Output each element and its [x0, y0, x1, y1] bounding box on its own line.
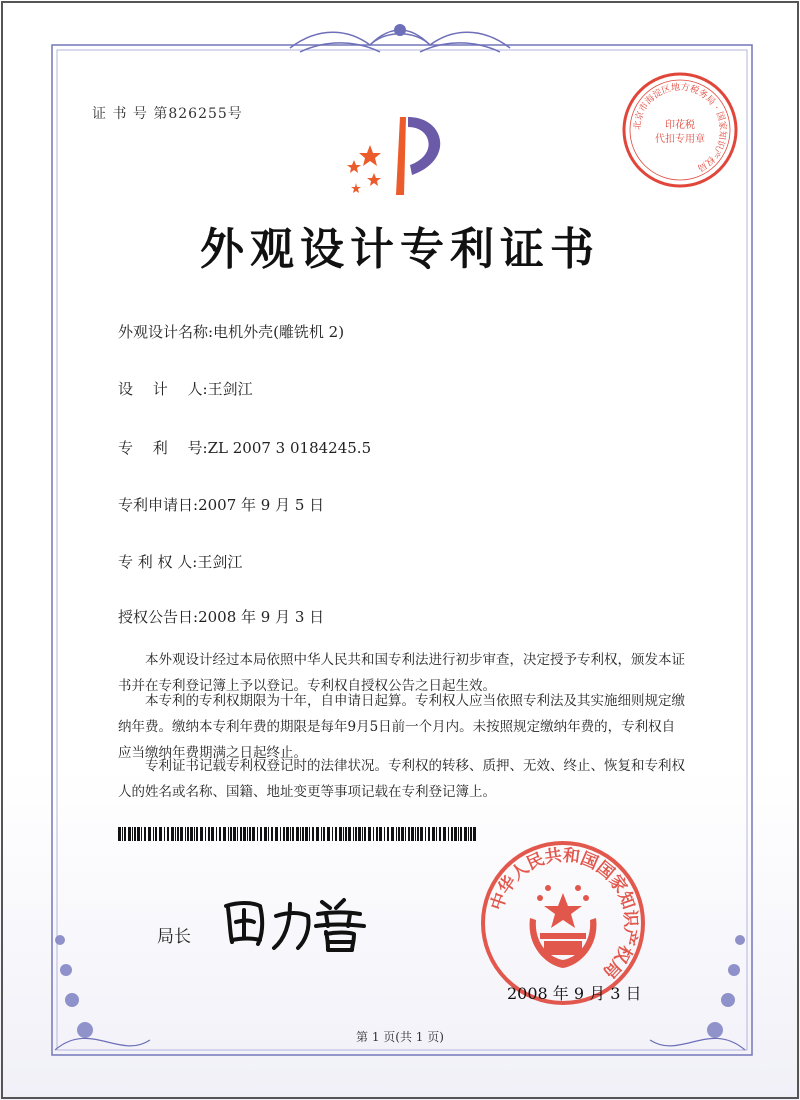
svg-text:印花税: 印花税: [665, 120, 695, 131]
design-name-field: [118, 321, 344, 342]
svg-text:代扣专用章: 代扣专用章: [655, 134, 705, 145]
field-value: 2008 年 9 月 3 日: [198, 608, 325, 626]
page-title: 外观设计专利证书: [200, 224, 600, 275]
patent-office-logo-icon: [340, 105, 470, 205]
page-number: 第 1 页(共 1 页): [356, 1030, 444, 1044]
field-label: 设 计 人:: [118, 380, 208, 398]
patent-number-field: [118, 437, 371, 458]
signature: [218, 892, 368, 954]
field-label: 外观设计名称:: [118, 323, 214, 341]
issue-date: 2008 年 9 月 3 日: [507, 984, 642, 1003]
field-label: 专 利 号:: [118, 439, 208, 457]
field-value: 2007 年 9 月 5 日: [198, 496, 325, 514]
field-value: 王剑江: [197, 553, 243, 571]
designer-field: [118, 378, 253, 399]
svg-text:北京市海淀区地方税务局 · 国家知识产权局: 北京市海淀区地方税务局 · 国家知识产权局: [632, 82, 728, 173]
body-paragraph: 本外观设计经过本局依照中华人民共和国专利法进行初步审查，决定授予专利权，颁发本证书并在专利登记簿上予以登记。专利权自授权公告之日起生效。: [118, 652, 685, 694]
field-value: 王剑江: [207, 380, 253, 398]
patentee-field: [118, 551, 242, 572]
signatory-title: 局长: [157, 927, 191, 947]
field-label: 授权公告日:: [118, 608, 199, 626]
field-value: ZL 2007 3 0184245.5: [207, 439, 372, 457]
grant-date-field: [118, 606, 324, 627]
field-label: 专 利 权 人:: [118, 553, 198, 571]
body-paragraph: 专利证书记载专利权登记时的法律状况。专利权的转移、质押、无效、终止、恢复和专利权人的姓名或名称、国籍、地址变更等事项记载在专利登记簿上。: [118, 758, 685, 800]
barcode: [118, 827, 478, 841]
field-value: 电机外壳(雕铣机 2): [213, 323, 345, 341]
svg-text:中华人民共和国国家知识产权局: 中华人民共和国国家知识产权局: [487, 845, 641, 982]
tax-seal-stamp: [620, 70, 740, 190]
certificate-number: 证 书 号 第826255号: [92, 106, 243, 122]
field-label: 专利申请日:: [118, 496, 199, 514]
body-paragraph: 本专利的专利权期限为十年，自申请日起算。专利权人应当依照专利法及其实施细则规定缴纳年费。缴纳本专利年费的期限是每年9月5日前一个月内。未按照规定缴纳年费的，专利权自应当缴纳年费期满之日起终止。: [118, 693, 685, 761]
application-date-field: [118, 494, 324, 515]
